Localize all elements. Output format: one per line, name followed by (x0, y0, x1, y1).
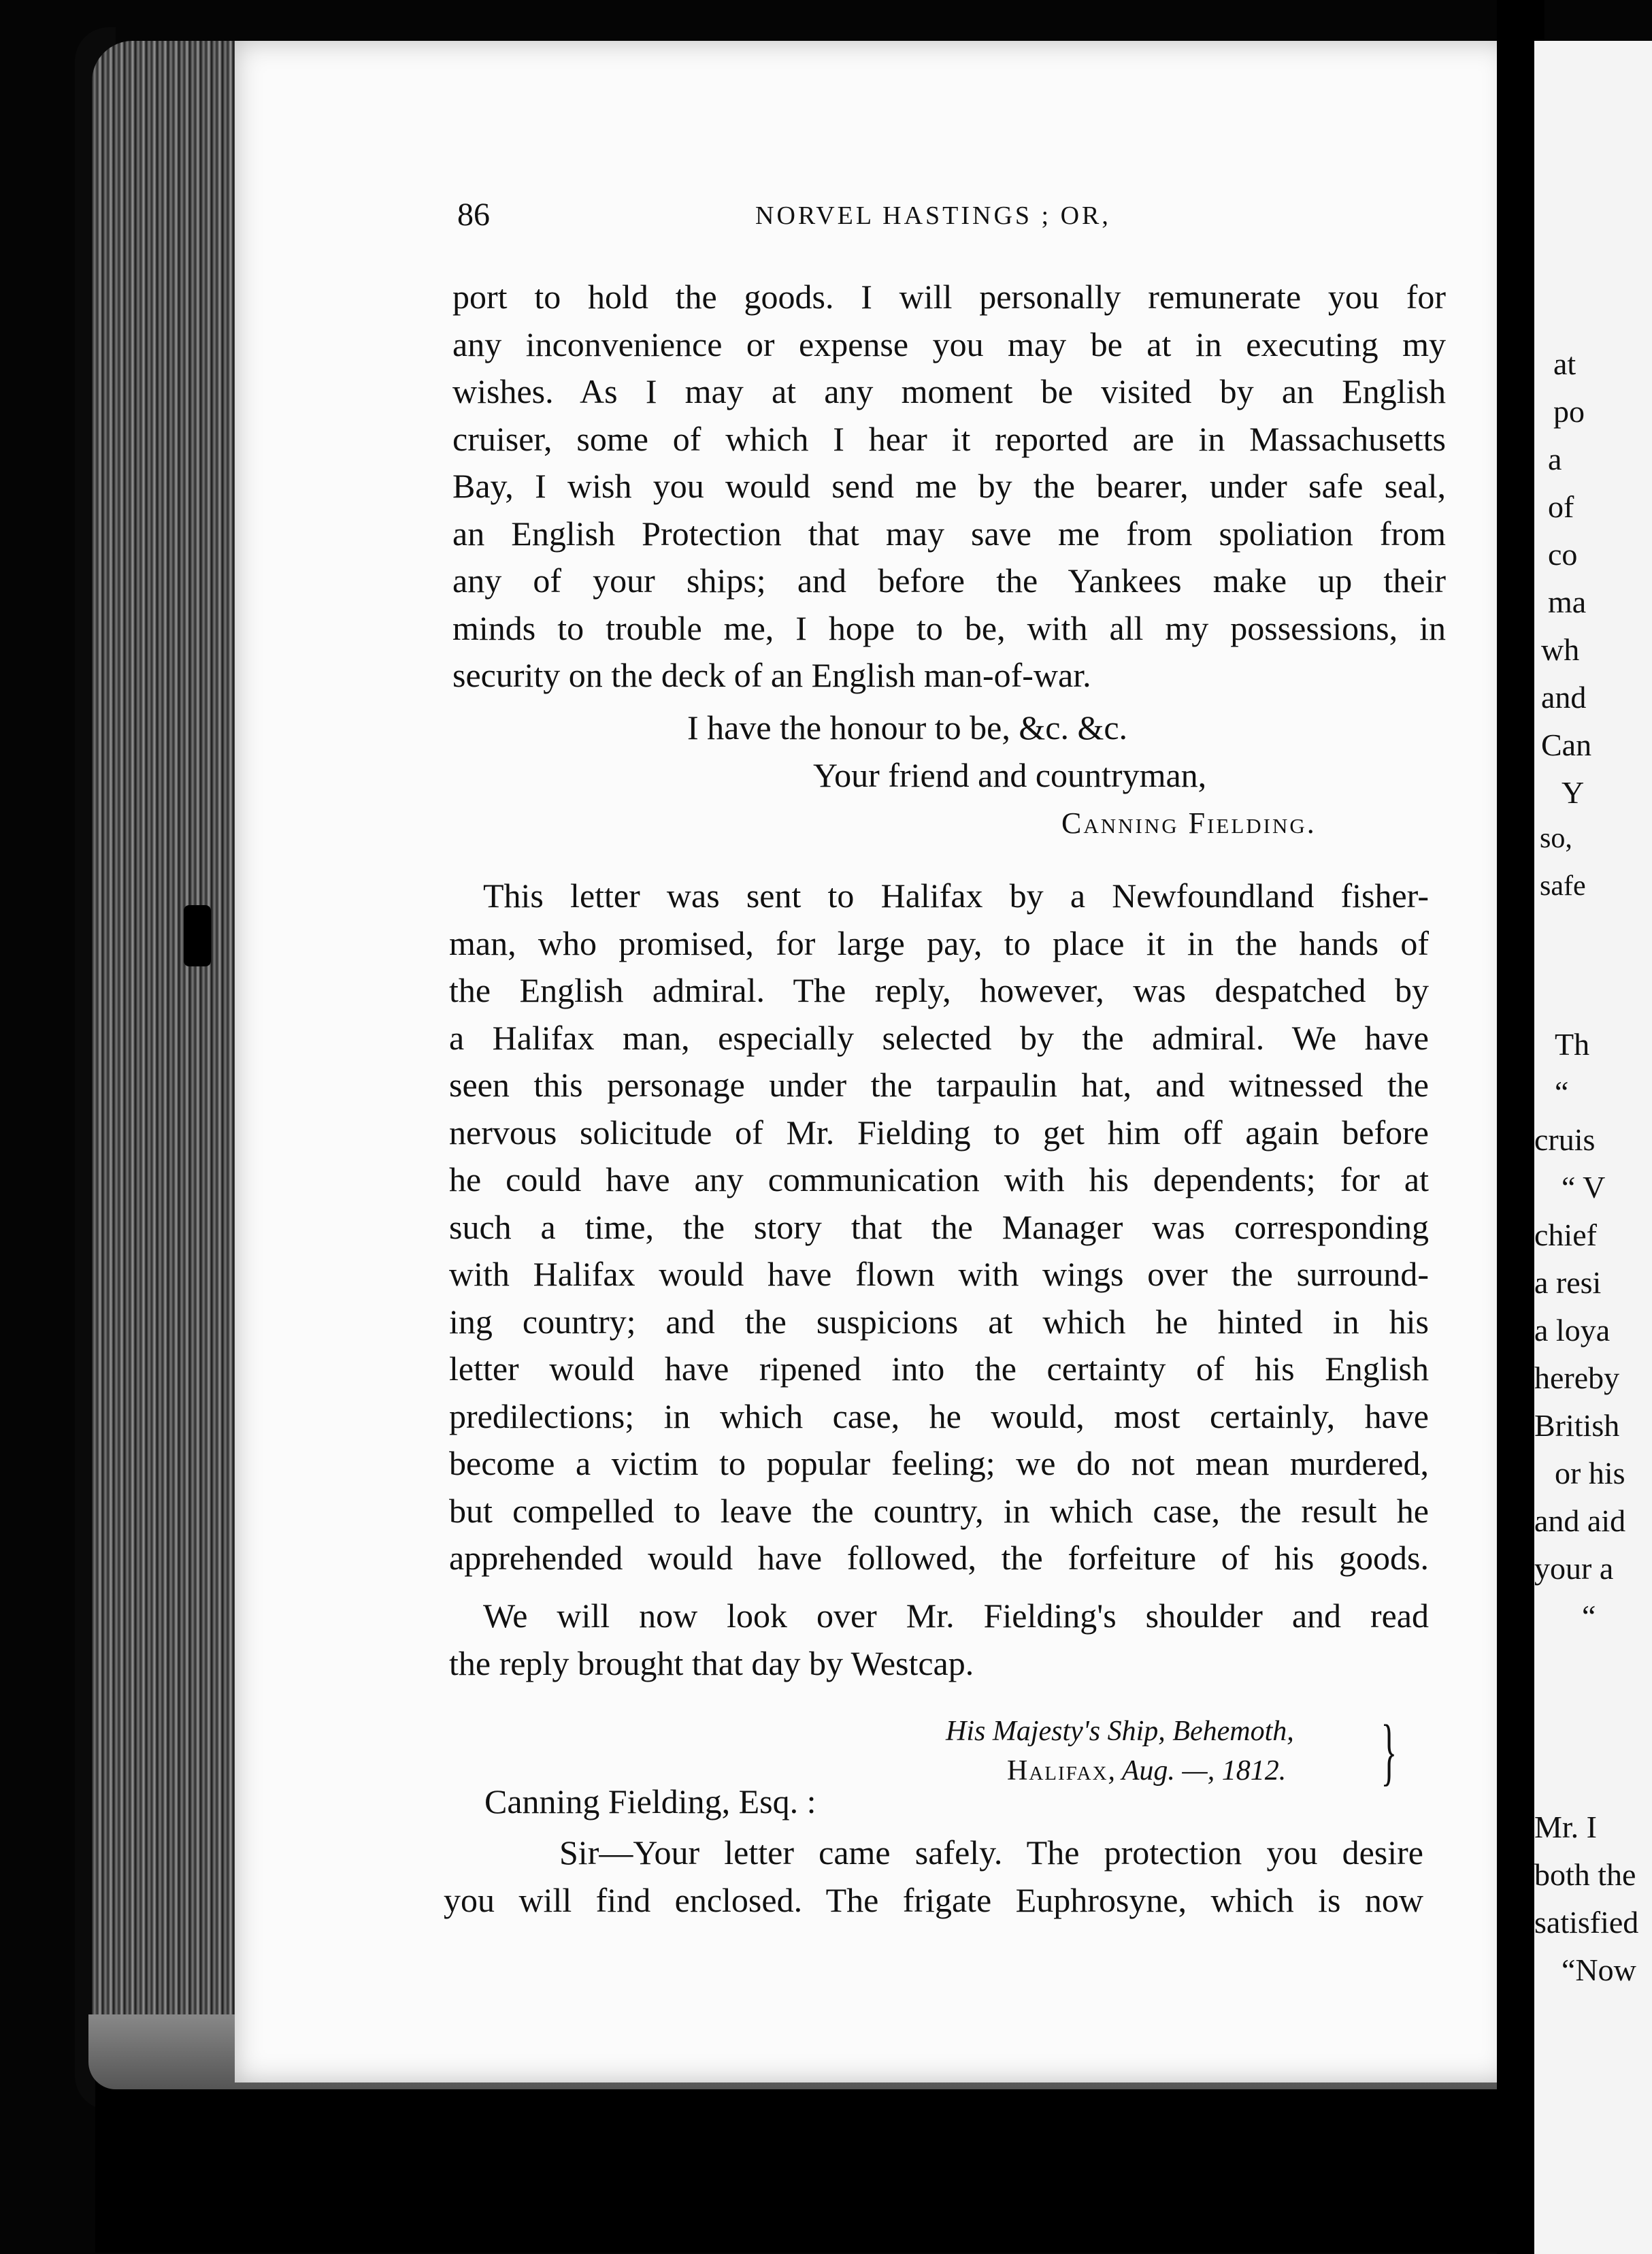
text-line: letter would have ripened into the certainty of his English (449, 1350, 1429, 1388)
facing-fragment: “ (1582, 1599, 1596, 1633)
letter-text (452, 274, 1446, 700)
text-line: cruiser, some of which I hear it reported are in Massachusetts (452, 419, 1446, 458)
text-line: wishes. As I may at any moment be visited by an English (452, 372, 1446, 410)
text-line: nervous solicitude of Mr. Fielding to get him off again before (449, 1113, 1429, 1152)
dateline-place: Halifax (1007, 1755, 1108, 1786)
text-line: This letter was sent to Halifax by a Newfoundland fisher- (483, 877, 1429, 915)
facing-fragment: Can (1541, 728, 1592, 762)
facing-fragment: wh (1541, 632, 1580, 667)
text-line: any inconvenience or expense you may be at in executing my (452, 325, 1446, 363)
page-edges (92, 41, 248, 2089)
facing-fragment: British (1534, 1408, 1620, 1443)
dateline-brace: } (1381, 1710, 1398, 1793)
facing-fragment: a resi (1534, 1265, 1602, 1300)
facing-fragment: “Now (1562, 1953, 1636, 1987)
letter-closing: I have the honour to be, &c. &c. (687, 708, 1128, 747)
narrative-paragraph (449, 872, 1429, 1582)
facing-fragment: chief (1534, 1218, 1597, 1252)
facing-fragment: so, (1540, 823, 1572, 854)
facing-fragment: safe (1540, 870, 1586, 902)
text-line: but compelled to leave the country, in which case, the result he (449, 1491, 1429, 1530)
facing-fragment: and (1541, 680, 1587, 715)
text-line: any of your ships; and before the Yankees make up their (452, 561, 1446, 600)
letter-signature: Canning Fielding. (1061, 806, 1317, 840)
facing-fragment: Mr. I (1534, 1810, 1597, 1844)
facing-fragment: Y (1562, 775, 1585, 810)
facing-fragment: Th (1555, 1027, 1590, 1062)
text-line: an English Protection that may save me from spoliation from (452, 514, 1446, 553)
reply-letter-text (444, 1829, 1423, 1924)
facing-fragment: cruis (1534, 1122, 1596, 1157)
text-line: apprehended would have followed, the forfeiture of his goods. (449, 1539, 1429, 1577)
page-number: 86 (457, 197, 490, 233)
text-line: seen this personage under the tarpaulin hat, and witnessed the (449, 1066, 1429, 1104)
text-line: Bay, I wish you would send me by the bearer, under safe seal, (452, 467, 1446, 505)
text-line: he could have any communication with his dependents; for at (449, 1160, 1429, 1198)
text-line: become a victim to popular feeling; we do not mean murdered, (449, 1444, 1429, 1482)
facing-fragment: “ (1555, 1075, 1569, 1109)
facing-fragment: a (1548, 442, 1562, 476)
facing-fragment: satisfied (1534, 1905, 1639, 1940)
letter-salutation: Canning Fielding, Esq. : (484, 1782, 816, 1820)
running-head: NORVEL HASTINGS ; OR, (755, 201, 1111, 230)
text-line: Sir—Your letter came safely. The protection you desire (559, 1833, 1423, 1872)
text-line: We will now look over Mr. Fielding's shoulder and read (483, 1597, 1429, 1635)
dateline-ship: His Majesty's Ship, Behemoth, (946, 1716, 1294, 1747)
text-line: minds to trouble me, I hope to be, with all my possessions, in (452, 608, 1446, 647)
text-line: a Halifax man, especially selected by the admiral. We have (449, 1018, 1429, 1057)
facing-fragment: “ V (1562, 1170, 1606, 1205)
text-line: man, who promised, for large pay, to place it in the hands of (449, 924, 1429, 962)
dateline-date: , Aug. —, 1812. (1108, 1755, 1287, 1786)
text-line: you will find enclosed. The frigate Euphrosyne, which is now (444, 1880, 1423, 1919)
facing-fragment: a loya (1534, 1313, 1610, 1348)
binding-notch (184, 905, 211, 966)
text-line: port to hold the goods. I will personally remunerate you for (452, 278, 1446, 316)
text-line: ing country; and the suspicions at which he hinted in his (449, 1302, 1429, 1341)
facing-fragment: po (1553, 394, 1585, 429)
facing-fragment: hereby (1534, 1360, 1620, 1395)
text-line: the English admiral. The reply, however, was despatched by (449, 971, 1429, 1009)
facing-fragment: ma (1548, 585, 1587, 619)
text-line: security on the deck of an English man-of-war. (452, 656, 1091, 694)
facing-fragment: of (1548, 489, 1574, 524)
text-line: predilections; in which case, he would, most certainly, have (449, 1396, 1429, 1435)
facing-fragment: co (1548, 537, 1578, 572)
facing-fragment: both the (1534, 1857, 1636, 1892)
facing-fragment: and aid (1534, 1503, 1626, 1538)
facing-page (1534, 41, 1652, 2254)
transition-paragraph (449, 1592, 1429, 1687)
letter-valediction: Your friend and countryman, (813, 756, 1207, 794)
facing-fragment: or his (1555, 1456, 1625, 1490)
dateline-place-date (1007, 1754, 1286, 1787)
text-line: the reply brought that day by Westcap. (449, 1644, 974, 1682)
facing-fragment: at (1553, 346, 1576, 381)
facing-fragment: your a (1534, 1551, 1614, 1586)
text-line: such a time, the story that the Manager was corresponding (449, 1207, 1429, 1246)
text-line: with Halifax would have flown with wings over the surround- (449, 1255, 1429, 1293)
